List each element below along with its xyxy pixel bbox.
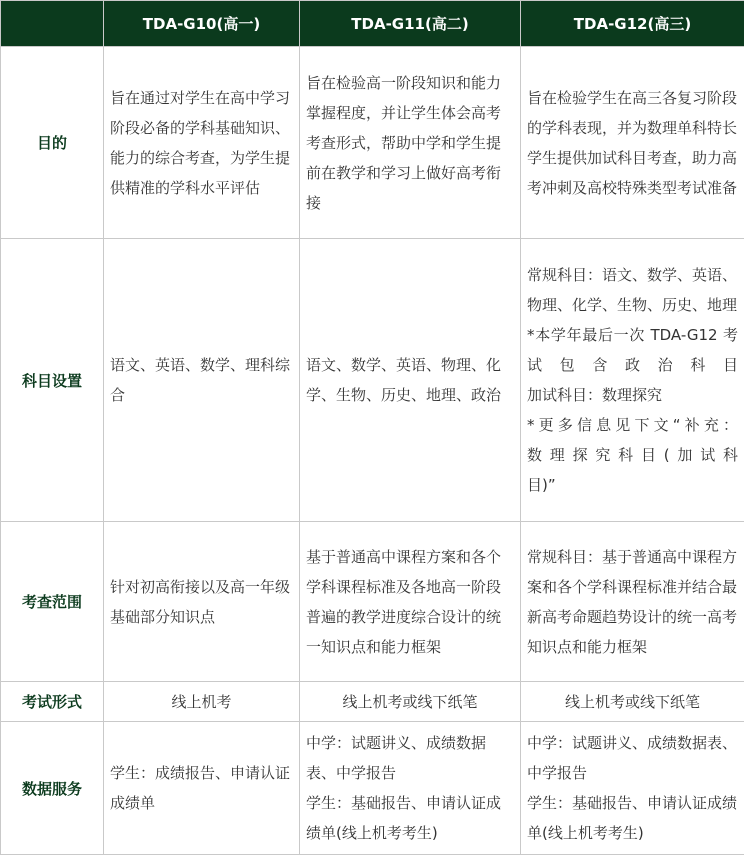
table-row-scope	[1, 522, 744, 682]
subjects-g12-regular: 常规科目：语文、数学、英语、物理、化学、生物、历史、地理	[527, 260, 738, 320]
row-label-subjects: 科目设置	[1, 239, 104, 522]
subjects-g12-note-more-b: 数理探究科目(加试科	[527, 440, 738, 470]
row-label-format: 考试形式	[1, 682, 104, 722]
cell-subjects-g10: 语文、英语、数学、理科综合	[104, 239, 300, 522]
header-row	[1, 1, 744, 47]
header-tda-g12: TDA-G12(高三)	[521, 1, 744, 47]
subjects-g12-note-more-c: 目)”	[527, 470, 738, 500]
cell-format-g11: 线上机考或线下纸笔	[300, 682, 521, 722]
table-row-format	[1, 682, 744, 722]
table-row-subjects	[1, 239, 744, 522]
subjects-g12-note-politics: *本学年最后一次 TDA-G12 考试包含政治科目	[527, 320, 738, 380]
subjects-g12-extra: 加试科目：数理探究	[527, 380, 738, 410]
table-header	[1, 1, 744, 47]
table-body	[1, 47, 744, 855]
subjects-g12-note-more-a: *更多信息见下文“补充：	[527, 410, 738, 440]
header-corner-cell	[1, 1, 104, 47]
header-tda-g10: TDA-G10(高一)	[104, 1, 300, 47]
data-service-g11-student: 学生：基础报告、申请认证成绩单(线上机考考生)	[306, 788, 514, 848]
row-label-purpose: 目的	[1, 47, 104, 239]
table-row-purpose	[1, 47, 744, 239]
cell-data-service-g10: 学生：成绩报告、申请认证成绩单	[104, 722, 300, 855]
row-label-scope: 考查范围	[1, 522, 104, 682]
data-service-g12-student: 学生：基础报告、申请认证成绩单(线上机考考生)	[527, 788, 738, 848]
cell-data-service-g11	[300, 722, 521, 855]
cell-scope-g10: 针对初高衔接以及高一年级基础部分知识点	[104, 522, 300, 682]
cell-subjects-g12	[521, 239, 744, 522]
cell-purpose-g11: 旨在检验高一阶段知识和能力掌握程度，并让学生体会高考考查形式，帮助中学和学生提前在教学和学习上做好高考衔接	[300, 47, 521, 239]
table-row-data-service	[1, 722, 744, 855]
cell-scope-g12: 常规科目：基于普通高中课程方案和各个学科课程标准并结合最新高考命题趋势设计的统一高考知识点和能力框架	[521, 522, 744, 682]
cell-subjects-g11: 语文、数学、英语、物理、化学、生物、历史、地理、政治	[300, 239, 521, 522]
data-service-g12-school: 中学：试题讲义、成绩数据表、中学报告	[527, 728, 738, 788]
data-service-g11-school: 中学：试题讲义、成绩数据表、中学报告	[306, 728, 514, 788]
cell-data-service-g12	[521, 722, 744, 855]
row-label-data-service: 数据服务	[1, 722, 104, 855]
cell-purpose-g12: 旨在检验学生在高三各复习阶段的学科表现，并为数理单科特长学生提供加试科目考查，助力高考冲刺及高校特殊类型考试准备	[521, 47, 744, 239]
cell-format-g12: 线上机考或线下纸笔	[521, 682, 744, 722]
cell-purpose-g10: 旨在通过对学生在高中学习阶段必备的学科基础知识、能力的综合考查，为学生提供精准的学科水平评估	[104, 47, 300, 239]
cell-format-g10: 线上机考	[104, 682, 300, 722]
header-tda-g11: TDA-G11(高二)	[300, 1, 521, 47]
cell-scope-g11: 基于普通高中课程方案和各个学科课程标准及各地高一阶段普遍的教学进度综合设计的统一知识点和能力框架	[300, 522, 521, 682]
